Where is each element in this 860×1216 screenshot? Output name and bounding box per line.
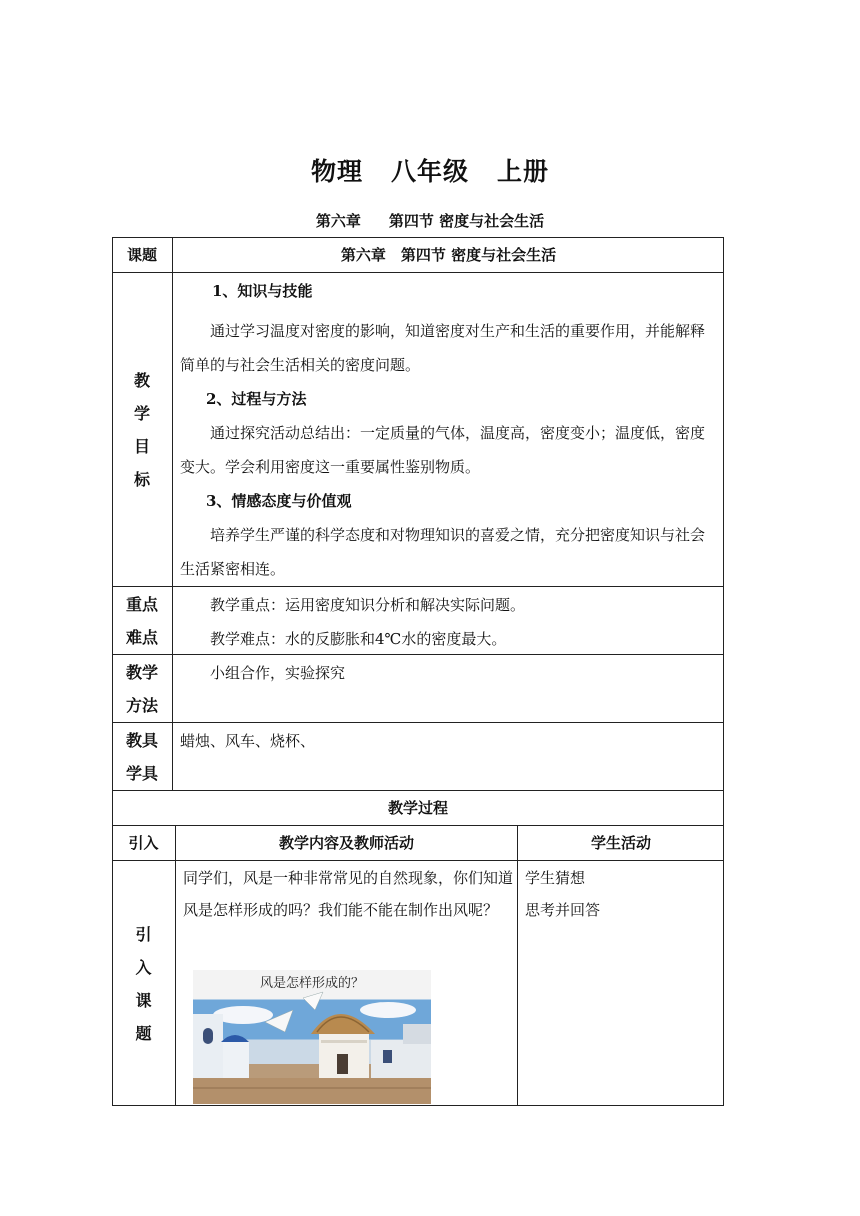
page-title — [0, 152, 860, 188]
key-points-content — [180, 588, 718, 656]
intro-text: 同学们，风是一种非常常见的自然现象，你们知道风是怎样形成的吗？我们能不能在制作出风呢？ — [183, 869, 514, 919]
tools-value: 蜡烛、风车、烧杯、 — [180, 732, 316, 750]
subtitle-chapter: 第六章 — [315, 212, 361, 230]
objectives-content — [180, 274, 718, 586]
student-activity: 思考并回答 — [525, 901, 601, 919]
title-subject: 物理 — [310, 157, 363, 186]
objective-text-1: 通过学习温度对密度的影响，知道密度对生产和生活的重要作用，并能解释简单的与社会生活相关的密度问题。 — [180, 322, 706, 374]
objective-text-3: 培养学生严谨的科学态度和对物理知识的喜爱之情，充分把密度知识与社会生活紧密相连。 — [180, 526, 706, 578]
student-activity: 学生猜想 — [525, 869, 586, 887]
title-volume: 上册 — [497, 157, 550, 186]
method-label: 教学 方法 — [125, 663, 158, 715]
process-title: 教学过程 — [387, 799, 448, 817]
objective-heading-2: 2、过程与方法 — [206, 390, 307, 408]
objective-heading-1: 1、知识与技能 — [212, 282, 313, 300]
title-grade: 八年级 — [390, 157, 469, 186]
objectives-label: 教 学 目 标 — [133, 371, 150, 489]
page-subtitle — [0, 210, 860, 231]
objective-text-2: 通过探究活动总结出：一定质量的气体，温度高，密度变小；温度低，密度变大。学会利用密度这一重要属性鉴别物质。 — [180, 424, 706, 476]
topic-value: 第六章 第四节 密度与社会生活 — [340, 246, 557, 264]
student-activities — [525, 862, 715, 926]
key-point: 教学重点：运用密度知识分析和解决实际问题。 — [210, 596, 526, 614]
col-header-teacher: 教学内容及教师活动 — [278, 834, 414, 852]
topic-label: 课题 — [126, 246, 157, 264]
method-value: 小组合作，实验探究 — [210, 664, 346, 682]
tools-label: 教具 学具 — [125, 731, 158, 783]
wind-illustration — [193, 970, 431, 1104]
col-header-intro: 引入 — [128, 834, 159, 852]
wind-illustration-caption: 风是怎样形成的？ — [259, 976, 364, 991]
windmill-scene-icon — [193, 970, 431, 1104]
method-content — [180, 656, 718, 690]
key-points-label: 重点 难点 — [125, 595, 158, 647]
intro-label: 引 入 课 题 — [135, 925, 152, 1043]
difficult-point: 教学难点：水的反膨胀和4℃水的密度最大。 — [210, 630, 507, 648]
col-header-student: 学生活动 — [590, 834, 651, 852]
subtitle-section: 第四节 密度与社会生活 — [388, 212, 545, 230]
objective-heading-3: 3、情感态度与价值观 — [206, 492, 352, 510]
